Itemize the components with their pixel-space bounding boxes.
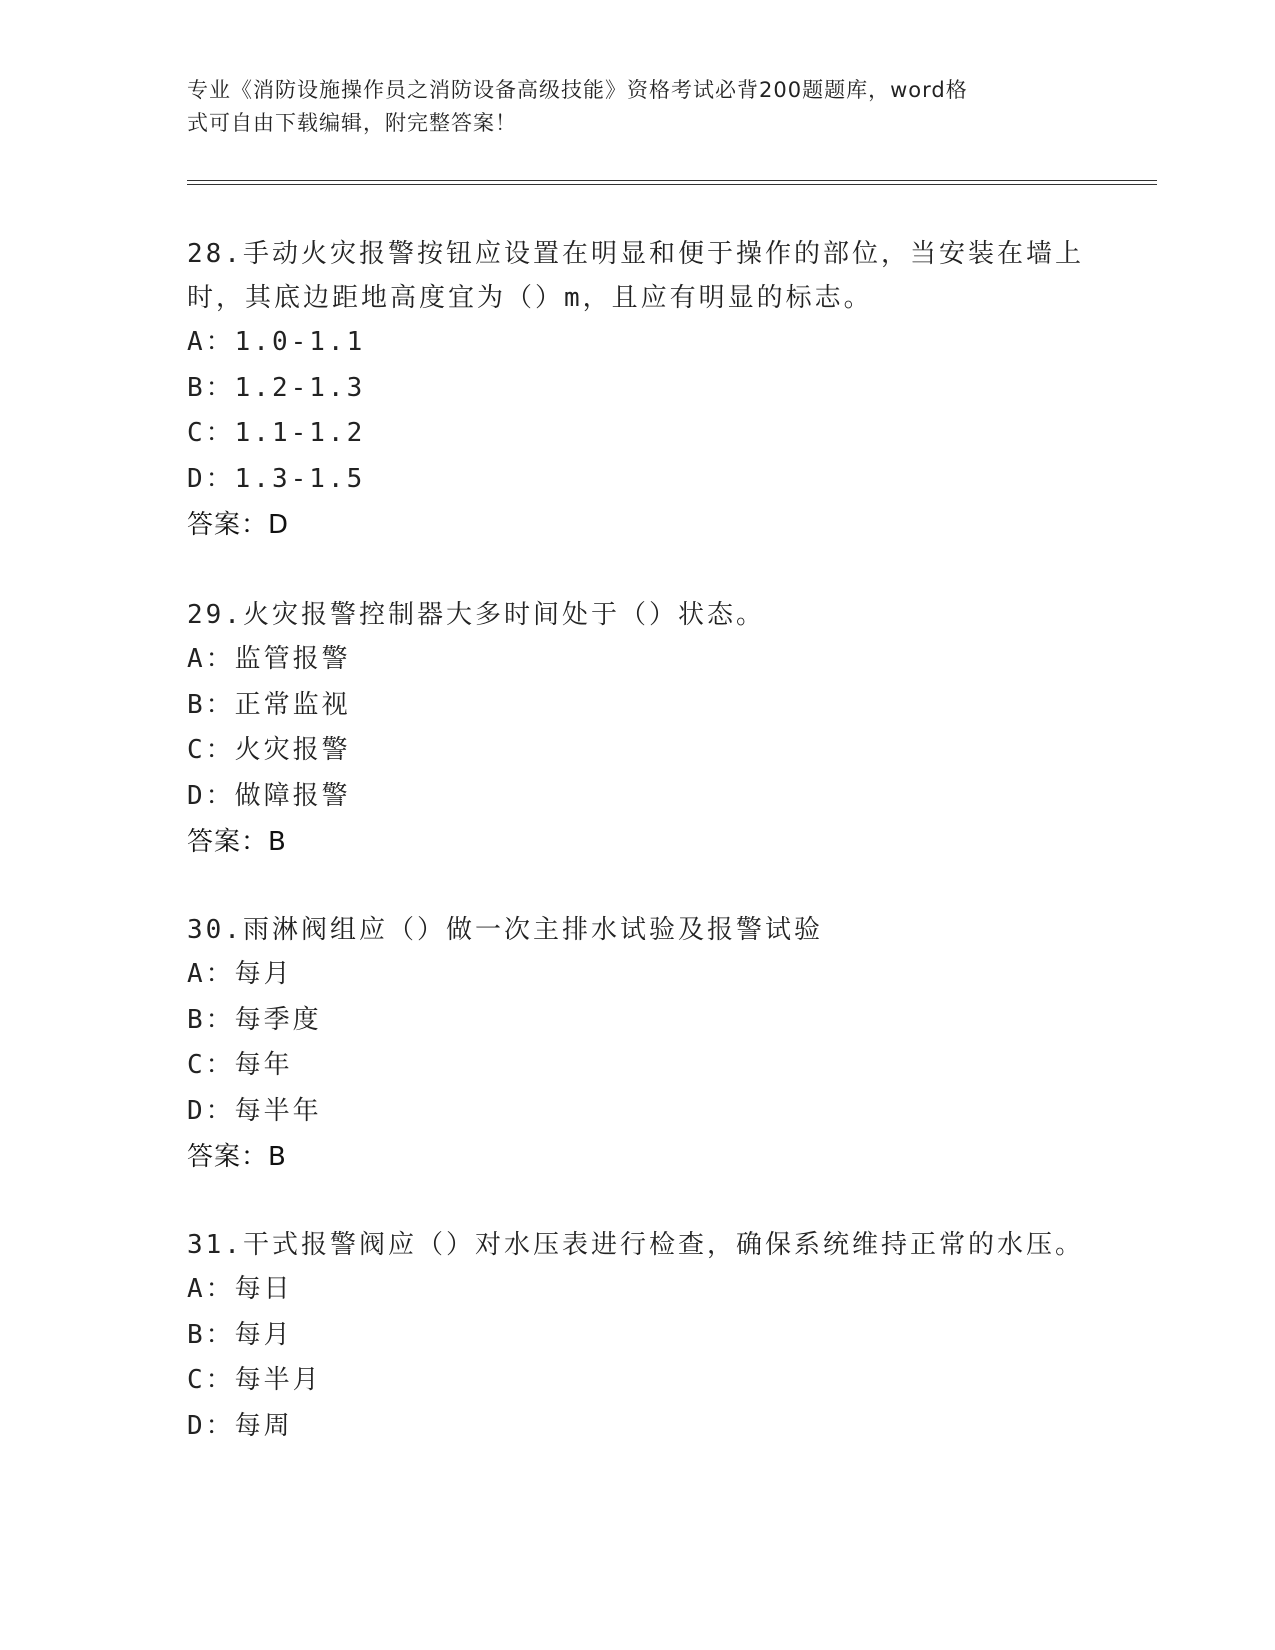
option-b: B：正常监视 xyxy=(187,689,351,720)
option-b: B：每季度 xyxy=(187,1004,322,1035)
question-text-line: 29.火灾报警控制器大多时间处于（）状态。 xyxy=(187,600,765,630)
header-divider-top xyxy=(187,180,1157,181)
option-a: A：1.0-1.1 xyxy=(187,327,366,357)
option-d: D：每半年 xyxy=(187,1095,322,1126)
header-line-1: 专业《消防设施操作员之消防设备高级技能》资格考试必背200题题库，word格 xyxy=(187,78,968,102)
question-text-line: 30.雨淋阀组应（）做一次主排水试验及报警试验 xyxy=(187,915,823,945)
option-c: C：火灾报警 xyxy=(187,735,351,765)
option-d: D：每周 xyxy=(187,1410,293,1441)
option-c: C：每年 xyxy=(187,1050,293,1080)
question-text-line: 31.干式报警阀应（）对水压表进行检查，确保系统维持正常的水压。 xyxy=(187,1230,1084,1260)
question-30 xyxy=(187,908,1087,1180)
option-d: D：做障报警 xyxy=(187,780,351,811)
header-divider-bottom xyxy=(187,184,1157,185)
option-a: A：每月 xyxy=(187,959,293,989)
answer: 答案：B xyxy=(187,827,287,857)
option-c: C：1.1-1.2 xyxy=(187,418,366,448)
option-b: B：1.2-1.3 xyxy=(187,372,366,403)
option-a: A：监管报警 xyxy=(187,644,351,674)
answer: 答案：B xyxy=(187,1142,287,1172)
question-text-line: 时，其底边距地高度宜为（）m，且应有明显的标志。 xyxy=(187,283,873,313)
question-28 xyxy=(187,232,1087,548)
question-29 xyxy=(187,593,1087,865)
option-a: A：每日 xyxy=(187,1274,293,1304)
question-31 xyxy=(187,1223,1087,1449)
header-line-2: 式可自由下载编辑，附完整答案！ xyxy=(187,111,517,135)
option-c: C：每半月 xyxy=(187,1365,322,1395)
question-text-line: 28.手动火灾报警按钮应设置在明显和便于操作的部位，当安装在墙上 xyxy=(187,239,1084,269)
document-header xyxy=(187,74,1067,140)
option-b: B：每月 xyxy=(187,1319,293,1350)
answer: 答案：D xyxy=(187,510,290,540)
option-d: D：1.3-1.5 xyxy=(187,463,366,494)
